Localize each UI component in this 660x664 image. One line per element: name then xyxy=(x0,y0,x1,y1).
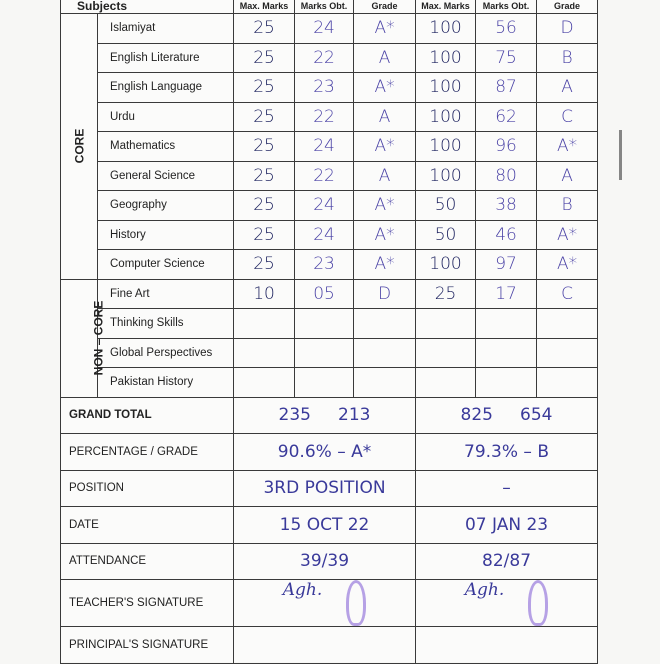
term2-summary-value xyxy=(416,580,598,627)
term1-marks-obtained xyxy=(295,309,354,339)
term2-max-marks: 100 xyxy=(416,14,476,44)
term2-marks-obtained: 80 xyxy=(476,161,537,191)
subject-name: Thinking Skills xyxy=(98,309,234,339)
term1-summary-value xyxy=(234,470,416,507)
term2-grade xyxy=(537,338,598,368)
subject-name: English Language xyxy=(98,73,234,103)
subject-name: Global Perspectives xyxy=(98,338,234,368)
summary-label: PRINCIPAL'S SIGNATURE xyxy=(61,627,234,664)
subjects-header: Subjects xyxy=(61,0,234,14)
teacher-signature: Agh. xyxy=(464,580,505,600)
subject-row xyxy=(61,250,598,280)
term2-marks-obtained: 75 xyxy=(476,43,537,73)
group-label: NON – CORE xyxy=(91,300,106,376)
subject-row xyxy=(61,102,598,132)
term2-grade: A xyxy=(537,161,598,191)
subject-row xyxy=(61,338,598,368)
term2-marks-obtained xyxy=(476,368,537,398)
term2-max-marks: 100 xyxy=(416,132,476,162)
term2-summary-value xyxy=(416,507,598,544)
summary-label: TEACHER'S SIGNATURE xyxy=(61,580,234,627)
subject-row xyxy=(61,161,598,191)
summary-value: 07 JAN 23 xyxy=(464,514,549,535)
summary-value: – xyxy=(502,478,511,499)
summary-value: 825 654 xyxy=(460,405,553,426)
term1-marks-obtained: 24 xyxy=(295,132,354,162)
term2-marks-obtained: 56 xyxy=(476,14,537,44)
subject-name: Pakistan History xyxy=(98,368,234,398)
teacher-signature: Agh. xyxy=(282,580,323,600)
term2-max-marks xyxy=(416,368,476,398)
summary-label: ATTENDANCE xyxy=(61,543,234,580)
term1-marks-obtained: 24 xyxy=(295,14,354,44)
subject-name: Geography xyxy=(98,191,234,221)
term1-max-marks: 25 xyxy=(234,73,295,103)
term1-summary-value xyxy=(234,434,416,471)
term2-summary-value xyxy=(416,543,598,580)
term2-grade xyxy=(537,309,598,339)
summary-label: PERCENTAGE / GRADE xyxy=(61,434,234,471)
subject-row xyxy=(61,43,598,73)
summary-row xyxy=(61,397,598,434)
subject-name: Mathematics xyxy=(98,132,234,162)
term2-marks-obtained: 97 xyxy=(476,250,537,280)
term2-marks-obtained: 62 xyxy=(476,102,537,132)
term1-max-marks xyxy=(234,309,295,339)
term1-obt-header: Marks Obt. xyxy=(295,0,354,14)
term2-grade: A* xyxy=(537,132,598,162)
term1-grade: A xyxy=(354,161,416,191)
term2-max-marks xyxy=(416,338,476,368)
term1-grade: D xyxy=(354,279,416,309)
term2-marks-obtained xyxy=(476,338,537,368)
term2-max-marks: 50 xyxy=(416,191,476,221)
marks-table xyxy=(60,0,598,664)
term2-max-marks: 100 xyxy=(416,102,476,132)
term2-summary-value xyxy=(416,434,598,471)
subject-name: English Literature xyxy=(98,43,234,73)
term1-summary-value xyxy=(234,580,416,627)
term1-marks-obtained: 23 xyxy=(295,73,354,103)
term1-summary-value xyxy=(234,397,416,434)
term1-marks-obtained: 23 xyxy=(295,250,354,280)
term2-grade: A* xyxy=(537,250,598,280)
subject-name: Computer Science xyxy=(98,250,234,280)
term2-max-marks: 25 xyxy=(416,279,476,309)
term1-max-marks: 25 xyxy=(234,14,295,44)
term1-max-marks: 25 xyxy=(234,220,295,250)
term1-grade-header: Grade xyxy=(354,0,416,14)
subject-name: General Science xyxy=(98,161,234,191)
term1-grade: A xyxy=(354,102,416,132)
subject-row xyxy=(61,368,598,398)
subject-name: Fine Art xyxy=(98,279,234,309)
term2-max-marks xyxy=(416,309,476,339)
subject-name: Urdu xyxy=(98,102,234,132)
subject-name: Islamiyat xyxy=(98,14,234,44)
subject-row xyxy=(61,132,598,162)
term1-summary-value xyxy=(234,543,416,580)
term1-max-marks xyxy=(234,368,295,398)
term1-grade: A* xyxy=(354,73,416,103)
term2-max-marks: 100 xyxy=(416,73,476,103)
term1-marks-obtained: 24 xyxy=(295,191,354,221)
term2-obt-header: Marks Obt. xyxy=(476,0,537,14)
term1-max-marks: 25 xyxy=(234,161,295,191)
subject-name: History xyxy=(98,220,234,250)
term1-grade xyxy=(354,309,416,339)
term2-grade: B xyxy=(537,43,598,73)
term2-summary-value xyxy=(416,470,598,507)
summary-row xyxy=(61,434,598,471)
term1-marks-obtained: 05 xyxy=(295,279,354,309)
term1-max-marks: 25 xyxy=(234,191,295,221)
term1-max-marks: 25 xyxy=(234,102,295,132)
term1-grade: A* xyxy=(354,132,416,162)
summary-value: 235 213 xyxy=(278,405,371,426)
page-edge-shadow xyxy=(619,130,622,180)
subject-row xyxy=(61,73,598,103)
subject-row xyxy=(61,220,598,250)
term2-max-marks: 100 xyxy=(416,43,476,73)
term2-marks-obtained: 96 xyxy=(476,132,537,162)
term2-grade: C xyxy=(537,102,598,132)
term1-marks-obtained: 22 xyxy=(295,102,354,132)
term1-max-marks: 25 xyxy=(234,132,295,162)
term2-grade-header: Grade xyxy=(537,0,598,14)
subject-row xyxy=(61,309,598,339)
term2-marks-obtained: 38 xyxy=(476,191,537,221)
term1-summary-value xyxy=(234,627,416,664)
summary-row xyxy=(61,470,598,507)
term2-max-header: Max. Marks xyxy=(416,0,476,14)
term1-grade: A xyxy=(354,43,416,73)
term2-grade: B xyxy=(537,191,598,221)
term2-grade: C xyxy=(537,279,598,309)
summary-value: 90.6% – A* xyxy=(277,441,372,462)
stamp-mark-icon xyxy=(528,580,548,626)
core-group xyxy=(61,14,98,280)
summary-label: POSITION xyxy=(61,470,234,507)
term1-max-marks: 25 xyxy=(234,43,295,73)
subject-row xyxy=(61,191,598,221)
summary-row xyxy=(61,507,598,544)
group-label: CORE xyxy=(71,128,86,164)
term2-grade: D xyxy=(537,14,598,44)
term1-marks-obtained: 22 xyxy=(295,161,354,191)
summary-label: GRAND TOTAL xyxy=(61,397,234,434)
term1-grade: A* xyxy=(354,14,416,44)
summary-value: 82/87 xyxy=(482,551,532,572)
stamp-mark-icon xyxy=(346,580,366,626)
term1-max-marks: 25 xyxy=(234,250,295,280)
term1-max-marks: 10 xyxy=(234,279,295,309)
term2-marks-obtained: 17 xyxy=(476,279,537,309)
term1-max-marks xyxy=(234,338,295,368)
summary-value: 39/39 xyxy=(300,551,350,572)
term1-marks-obtained: 24 xyxy=(295,220,354,250)
term2-grade: A xyxy=(537,73,598,103)
summary-value: 79.3% – B xyxy=(464,441,549,462)
subject-row xyxy=(61,279,598,309)
summary-row xyxy=(61,580,598,627)
term2-max-marks: 100 xyxy=(416,161,476,191)
summary-row xyxy=(61,627,598,664)
term2-summary-value xyxy=(416,627,598,664)
subject-row xyxy=(61,14,598,44)
term1-summary-value xyxy=(234,507,416,544)
term2-max-marks: 100 xyxy=(416,250,476,280)
term2-marks-obtained: 87 xyxy=(476,73,537,103)
term1-marks-obtained: 22 xyxy=(295,43,354,73)
summary-value: 15 OCT 22 xyxy=(279,514,370,535)
summary-row xyxy=(61,543,598,580)
header-row xyxy=(61,0,598,14)
term2-marks-obtained: 46 xyxy=(476,220,537,250)
noncore-group xyxy=(61,279,106,397)
term2-grade xyxy=(537,368,598,398)
term1-grade xyxy=(354,338,416,368)
term2-summary-value xyxy=(416,397,598,434)
term1-grade xyxy=(354,368,416,398)
term1-max-header: Max. Marks xyxy=(234,0,295,14)
term2-marks-obtained xyxy=(476,309,537,339)
summary-value: 3RD POSITION xyxy=(263,478,386,499)
term1-grade: A* xyxy=(354,191,416,221)
term2-max-marks: 50 xyxy=(416,220,476,250)
term1-marks-obtained xyxy=(295,338,354,368)
summary-label: DATE xyxy=(61,507,234,544)
term2-grade: A* xyxy=(537,220,598,250)
term1-grade: A* xyxy=(354,250,416,280)
term1-grade: A* xyxy=(354,220,416,250)
term1-marks-obtained xyxy=(295,368,354,398)
